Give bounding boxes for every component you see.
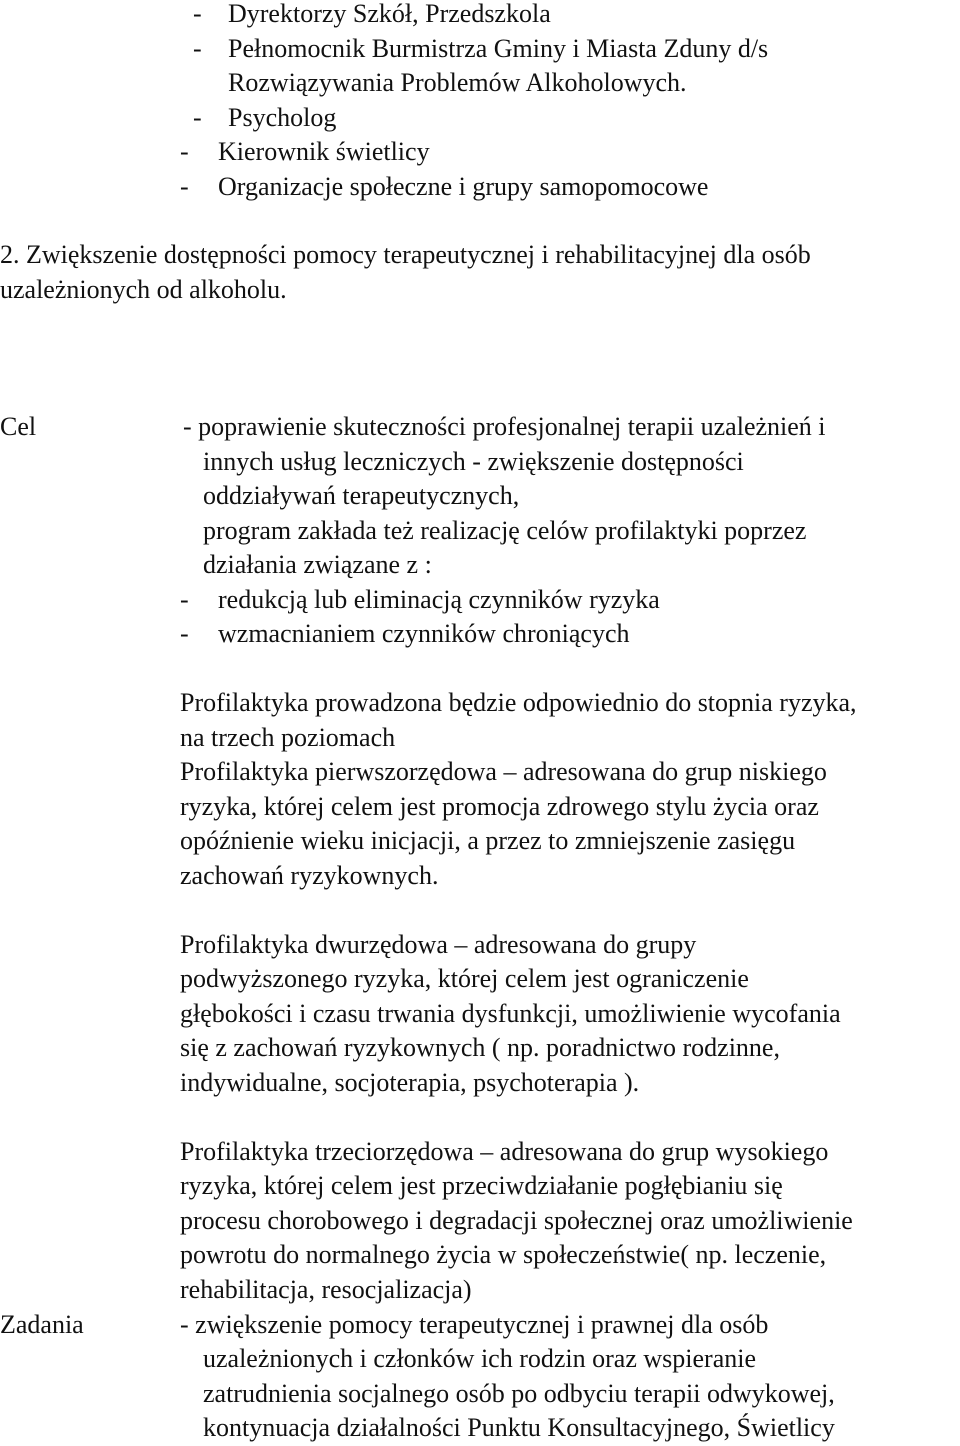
paragraph-line: indywidualne, socjoterapia, psychoterapia ).: [180, 1068, 640, 1097]
paragraph-line: Profilaktyka dwurzędowa – adresowana do grupy: [180, 930, 697, 959]
zadania-line: - zwiększenie pomocy terapeutycznej i prawnej dla osób: [180, 1310, 769, 1339]
zadania-line: kontynuacja działalności Punktu Konsultacyjnego, Świetlicy: [203, 1413, 835, 1442]
list-dash: -: [180, 172, 189, 201]
cel-line: innych usług leczniczych - zwiększenie dostępności: [203, 447, 744, 476]
cel-bullet: redukcją lub eliminacją czynników ryzyka: [218, 585, 660, 614]
paragraph-line: się z zachowań ryzykownych ( np. poradnictwo rodzinne,: [180, 1033, 780, 1062]
list-item-continuation: Rozwiązywania Problemów Alkoholowych.: [228, 68, 687, 97]
list-item: Organizacje społeczne i grupy samopomocowe: [218, 172, 709, 201]
paragraph-line: na trzech poziomach: [180, 723, 396, 752]
cel-line: oddziaływań terapeutycznych,: [203, 481, 520, 510]
paragraph-line: Profilaktyka trzeciorzędowa – adresowana do grup wysokiego: [180, 1137, 829, 1166]
paragraph-line: powrotu do normalnego życia w społeczeństwie( np. leczenie,: [180, 1240, 827, 1269]
paragraph-line: rehabilitacja, resocjalizacja): [180, 1275, 472, 1304]
cel-line: program zakłada też realizację celów profilaktyki poprzez: [203, 516, 807, 545]
list-item: Pełnomocnik Burmistrza Gminy i Miasta Zduny d/s: [228, 34, 769, 63]
paragraph-line: zachowań ryzykownych.: [180, 861, 439, 890]
list-dash: -: [193, 103, 202, 132]
section-2-line: uzależnionych od alkoholu.: [0, 275, 287, 304]
paragraph-line: opóźnienie wieku inicjacji, a przez to zmniejszenie zasięgu: [180, 826, 796, 855]
list-item: Kierownik świetlicy: [218, 137, 430, 166]
cel-line: - poprawienie skuteczności profesjonalnej terapii uzależnień i: [183, 412, 826, 441]
paragraph-line: ryzyka, której celem jest promocja zdrowego stylu życia oraz: [180, 792, 819, 821]
zadania-line: uzależnionych i członków ich rodzin oraz wspieranie: [203, 1344, 756, 1373]
cel-bullet-dash: -: [180, 585, 189, 614]
paragraph-line: Profilaktyka pierwszorzędowa – adresowana do grup niskiego: [180, 757, 827, 786]
paragraph-line: ryzyka, której celem jest przeciwdziałanie pogłębianiu się: [180, 1171, 783, 1200]
list-dash: -: [180, 137, 189, 166]
paragraph-line: Profilaktyka prowadzona będzie odpowiednio do stopnia ryzyka,: [180, 688, 857, 717]
list-dash: -: [193, 0, 202, 28]
paragraph-line: podwyższonego ryzyka, której celem jest ograniczenie: [180, 964, 749, 993]
cel-bullet: wzmacnianiem czynników chroniących: [218, 619, 630, 648]
list-dash: -: [193, 34, 202, 63]
cel-line: działania związane z :: [203, 550, 432, 579]
list-item: Dyrektorzy Szkół, Przedszkola: [228, 0, 551, 28]
cel-label: Cel: [0, 412, 37, 441]
zadania-line: zatrudnienia socjalnego osób po odbyciu terapii odwykowej,: [203, 1379, 835, 1408]
paragraph-line: głębokości i czasu trwania dysfunkcji, umożliwienie wycofania: [180, 999, 841, 1028]
section-2-line: 2. Zwiększenie dostępności pomocy terapeutycznej i rehabilitacyjnej dla osób: [0, 240, 811, 269]
cel-bullet-dash: -: [180, 619, 189, 648]
zadania-label: Zadania: [0, 1310, 84, 1339]
list-item: Psycholog: [228, 103, 337, 132]
paragraph-line: procesu chorobowego i degradacji społecznej oraz umożliwienie: [180, 1206, 853, 1235]
